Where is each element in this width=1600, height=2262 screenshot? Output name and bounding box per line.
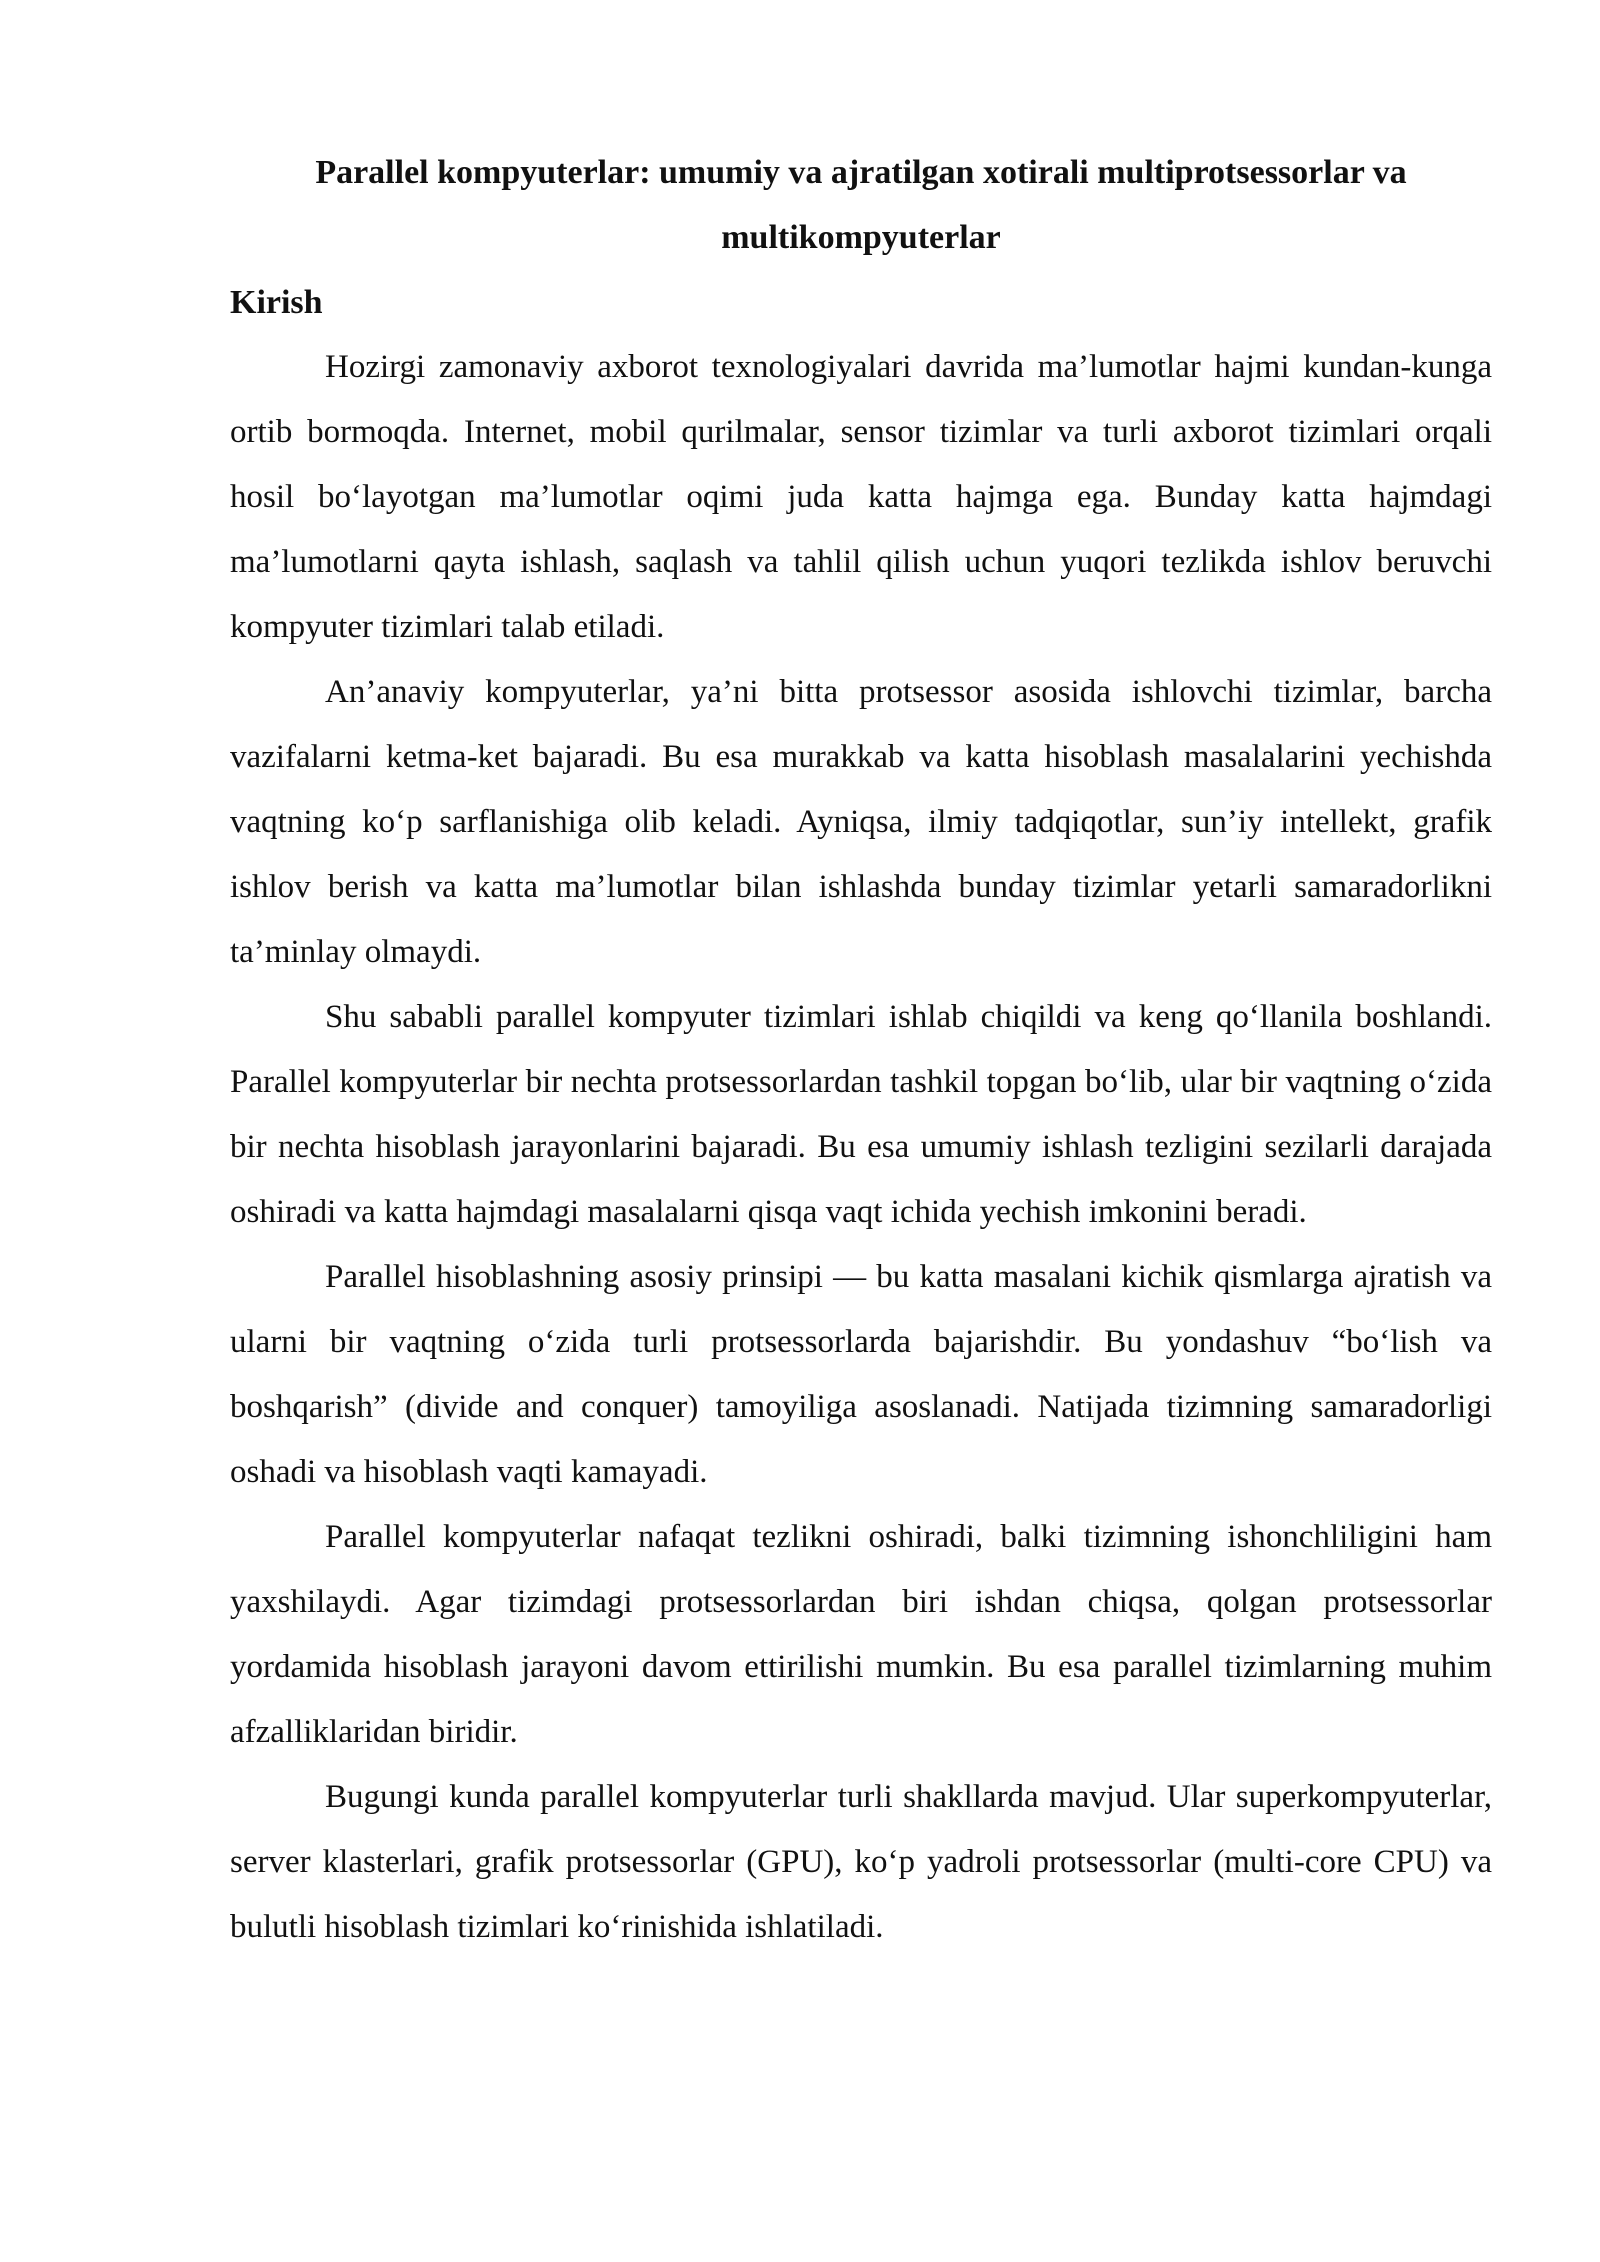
paragraph-4: Parallel hisoblashning asosiy prinsipi — bu katta masalani kichik qismlarga ajratish va ularni bir vaqtning o‘zida turli protsessorlarda bajarishdir. Bu yondashuv “bo‘lish va boshqarish” (divide and conquer) tamoyiliga asoslanadi. Natijada tizimning samaradorligi oshadi va hisoblash vaqti kamayadi. (230, 1259, 1492, 1490)
paragraph-2: An’anaviy kompyuterlar, ya’ni bitta protsessor asosida ishlovchi tizimlar, barcha vazifalarni ketma-ket bajaradi. Bu esa murakkab va katta hisoblash masalalarini yechishda vaqtning ko‘p sarflanishiga olib keladi. Ayniqsa, ilmiy tadqiqotlar, sun’iy intellekt, grafik ishlov berish va katta ma’lumotlar bilan ishlashda bunday tizimlar yetarli samaradorlikni ta’minlay olmaydi. (230, 674, 1492, 970)
document-page (230, 140, 1492, 1960)
paragraph-6: Bugungi kunda parallel kompyuterlar turli shakllarda mavjud. Ular superkompyuterlar, server klasterlari, grafik protsessorlar (GPU), ko‘p yadroli protsessorlar (multi-core CPU) va bulutli hisoblash tizimlari ko‘rinishida ishlatiladi. (230, 1779, 1492, 1945)
section-heading-introduction: Kirish (230, 284, 323, 321)
paragraph-5: Parallel kompyuterlar nafaqat tezlikni oshiradi, balki tizimning ishonchliligini ham yaxshilaydi. Agar tizimdagi protsessorlardan biri ishdan chiqsa, qolgan protsessorlar yordamida hisoblash jarayoni davom ettirilishi mumkin. Bu esa parallel tizimlarning muhim afzalliklaridan biridir. (230, 1519, 1492, 1750)
paragraph-1: Hozirgi zamonaviy axborot texnologiyalari davrida ma’lumotlar hajmi kundan-kunga ortib bormoqda. Internet, mobil qurilmalar, sensor tizimlar va turli axborot tizimlari orqali hosil bo‘layotgan ma’lumotlar oqimi juda katta hajmga ega. Bunday katta hajmdagi ma’lumotlarni qayta ishlash, saqlash va tahlil qilish uchun yuqori tezlikda ishlov beruvchi kompyuter tizimlari talab etiladi. (230, 349, 1492, 645)
paragraph-3: Shu sababli parallel kompyuter tizimlari ishlab chiqildi va keng qo‘llanila boshlandi. Parallel kompyuterlar bir nechta protsessorlardan tashkil topgan bo‘lib, ular bir vaqtning o‘zida bir nechta hisoblash jarayonlarini bajaradi. Bu esa umumiy ishlash tezligini sezilarli darajada oshiradi va katta hajmdagi masalalarni qisqa vaqt ichida yechish imkonini beradi. (230, 999, 1492, 1230)
document-title: Parallel kompyuterlar: umumiy va ajratilgan xotirali multiprotsessorlar va multikompyuterlar (315, 154, 1407, 256)
